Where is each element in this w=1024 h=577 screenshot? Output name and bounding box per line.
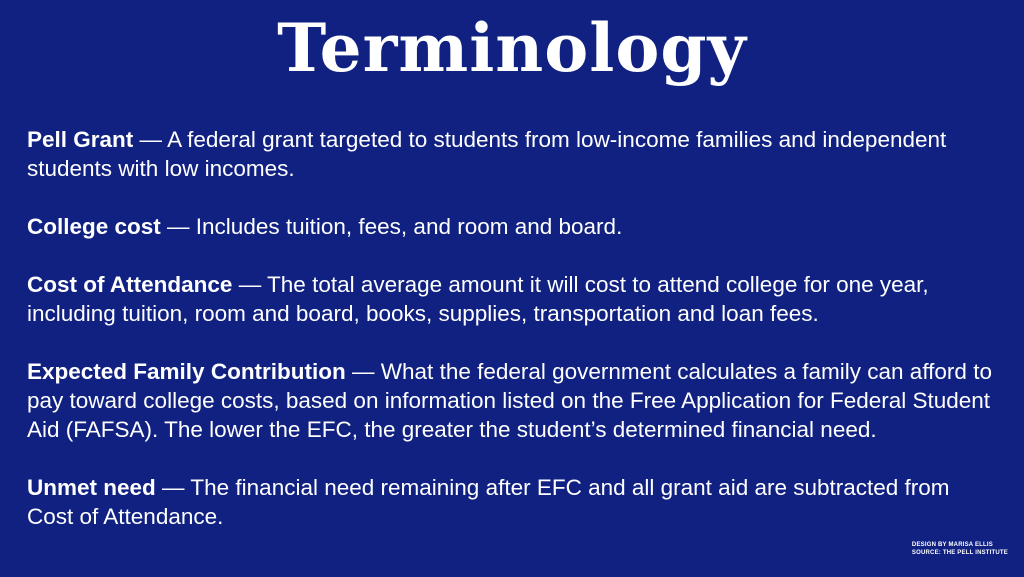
term-definition: What the federal government calculates a family can afford to pay toward college costs, based on information listed on the Free Application for Federal Student Aid (FAFSA). The lower the EFC, the greater the student’s determined financial need. — [27, 359, 992, 442]
term-name: Cost of Attendance — [27, 272, 233, 297]
term-definition: Includes tuition, fees, and room and board. — [195, 214, 623, 239]
credits — [912, 541, 1008, 557]
page-title: Terminology — [277, 9, 747, 87]
term-definition: A federal grant targeted to students from low-income families and independent students with low incomes. — [27, 127, 947, 181]
term-separator: — — [133, 127, 168, 152]
term-name: College cost — [27, 214, 161, 239]
term-separator: — — [232, 272, 268, 297]
term-definition: The financial need remaining after EFC and all grant aid are subtracted from Cost of Attendance. — [27, 475, 950, 529]
source-credit: SOURCE: THE PELL INSTITUTE — [911, 550, 1008, 556]
design-credit: DESIGN BY MARISA ELLIS — [911, 542, 993, 548]
term-name: Expected Family Contribution — [27, 359, 346, 384]
term-separator: — — [345, 359, 381, 384]
term-unmet-need — [27, 473, 1002, 531]
term-separator: — — [160, 214, 196, 239]
term-list — [27, 125, 1002, 560]
term-definition: The total average amount it will cost to attend college for one year, including tuition, room and board, books, supplies, transportation and loan fees. — [27, 272, 929, 326]
term-name: Unmet need — [27, 475, 156, 500]
term-expected-family-contribution — [27, 357, 1002, 444]
term-college-cost — [27, 212, 1002, 241]
term-separator: — — [155, 475, 191, 500]
term-name: Pell Grant — [27, 127, 134, 152]
term-pell-grant — [27, 125, 1002, 183]
term-cost-of-attendance — [27, 270, 1002, 328]
